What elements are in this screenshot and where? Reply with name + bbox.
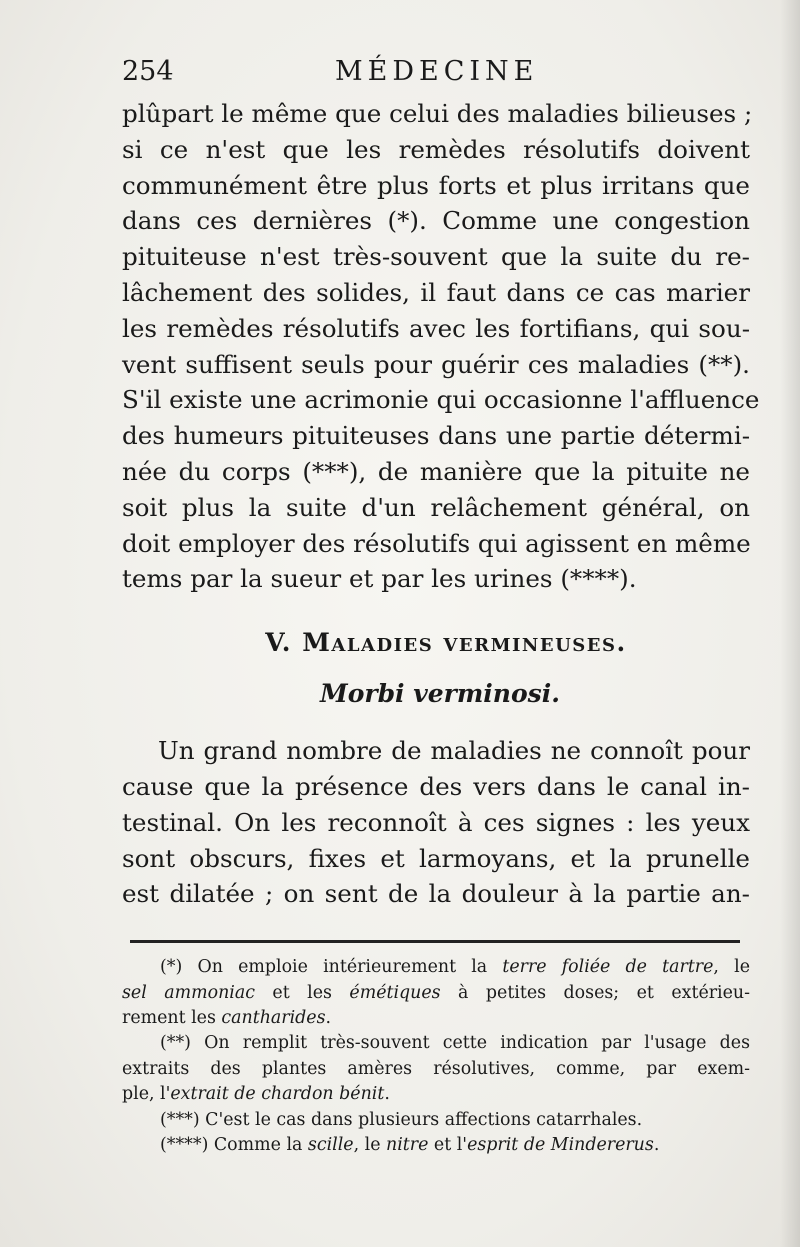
footnote-italic: émétiques xyxy=(349,982,441,1003)
paragraph-1 xyxy=(122,96,760,597)
running-head xyxy=(122,50,750,96)
footnote-italic: scille xyxy=(307,1134,354,1155)
text-line: lâchement des solides, il faut dans ce cas marier xyxy=(122,277,750,307)
text-block xyxy=(122,50,760,1158)
footnote-4 xyxy=(122,1133,750,1158)
text-line: plûpart le même que celui des maladies bilieuses ; xyxy=(122,99,753,128)
footnote-line xyxy=(122,1006,750,1031)
footnote-line xyxy=(122,955,750,980)
paragraph-2 xyxy=(122,733,750,912)
text-line: née du corps (***), de manière que la pituite ne xyxy=(122,456,750,486)
text-line: est dilatée ; on sent de la douleur à la partie an- xyxy=(122,879,750,909)
footnote-line: (***) C'est le cas dans plusieurs affections catarrhales. xyxy=(160,1109,643,1130)
text-line: si ce n'est que les remèdes résolutifs doivent xyxy=(122,134,750,164)
footnote-line xyxy=(122,981,750,1006)
text-line: sont obscurs, fixes et larmoyans, et la prunelle xyxy=(122,843,750,873)
footnote-italic: cantharides xyxy=(221,1007,326,1028)
footnote-italic: sel ammoniac xyxy=(122,982,255,1003)
footnote-italic: terre foliée de tartre xyxy=(502,957,714,978)
footnote-rule xyxy=(130,940,740,943)
text-line: vent suffisent seuls pour guérir ces maladies (**). xyxy=(122,349,750,379)
text-line: les remèdes résolutifs avec les fortifians, qui sou- xyxy=(122,313,750,343)
footnote-italic: esprit de Mindererus xyxy=(467,1134,654,1155)
section-heading: V. Maladies vermineuses. xyxy=(265,628,627,658)
text-line: pituiteuse n'est très-souvent que la suite du re- xyxy=(122,242,750,272)
page-edge-shadow xyxy=(780,0,800,1247)
footnote-italic: extrait de chardon bénit xyxy=(170,1084,385,1105)
text-line: tems par la sueur et par les urines (****). xyxy=(122,564,637,594)
running-title: MÉDECINE xyxy=(335,56,539,87)
text-line: testinal. On les reconnoît à ces signes : les yeux xyxy=(122,807,750,837)
footnote-text: . xyxy=(384,1084,390,1105)
footnote-text: . xyxy=(653,1134,660,1155)
footnote-2 xyxy=(122,1031,750,1107)
text-line: des humeurs pituiteuses dans une partie détermi- xyxy=(122,421,750,451)
footnote-line: (**) On remplit très-souvent cette indication par l'usage des xyxy=(160,1033,750,1054)
text-line: doit employer des résolutifs qui agissent en même xyxy=(122,528,751,558)
footnote-text: . xyxy=(325,1007,332,1028)
footnote-1 xyxy=(122,955,750,1031)
footnote-text: et l' xyxy=(428,1134,468,1155)
footnote-text: ple, l' xyxy=(122,1084,171,1105)
footnote-text: rement les xyxy=(122,1007,222,1028)
footnote-3 xyxy=(122,1108,750,1133)
footnote-text: (*) On emploie intérieurement la xyxy=(160,957,503,978)
section-subheading: Morbi verminosi. xyxy=(320,679,560,709)
text-line: dans ces dernières (*). Comme une congestion xyxy=(122,206,750,236)
footnote-text: , le xyxy=(713,957,750,978)
footnote-text: (****) Comme la xyxy=(160,1134,308,1155)
text-line: communément être plus forts et plus irritans que xyxy=(122,170,750,200)
page-number: 254 xyxy=(122,56,174,87)
footnotes xyxy=(122,955,750,1158)
footnote-text: , le xyxy=(353,1134,387,1155)
footnote-text: et les xyxy=(254,982,350,1003)
text-line: cause que la présence des vers dans le canal in- xyxy=(122,771,750,801)
footnote-italic: nitre xyxy=(386,1134,429,1155)
footnote-line xyxy=(122,1133,750,1158)
footnote-line xyxy=(122,1082,750,1107)
text-line: soit plus la suite d'un relâchement général, on xyxy=(122,492,750,522)
footnote-text: à petites doses; et extérieu- xyxy=(440,982,750,1003)
footnote-line: extraits des plantes amères résolutives, comme, par exem- xyxy=(122,1058,750,1079)
text-line: Un grand nombre de maladies ne connoît pour xyxy=(158,736,750,766)
text-line: S'il existe une acrimonie qui occasionne l'affluence xyxy=(122,385,760,415)
